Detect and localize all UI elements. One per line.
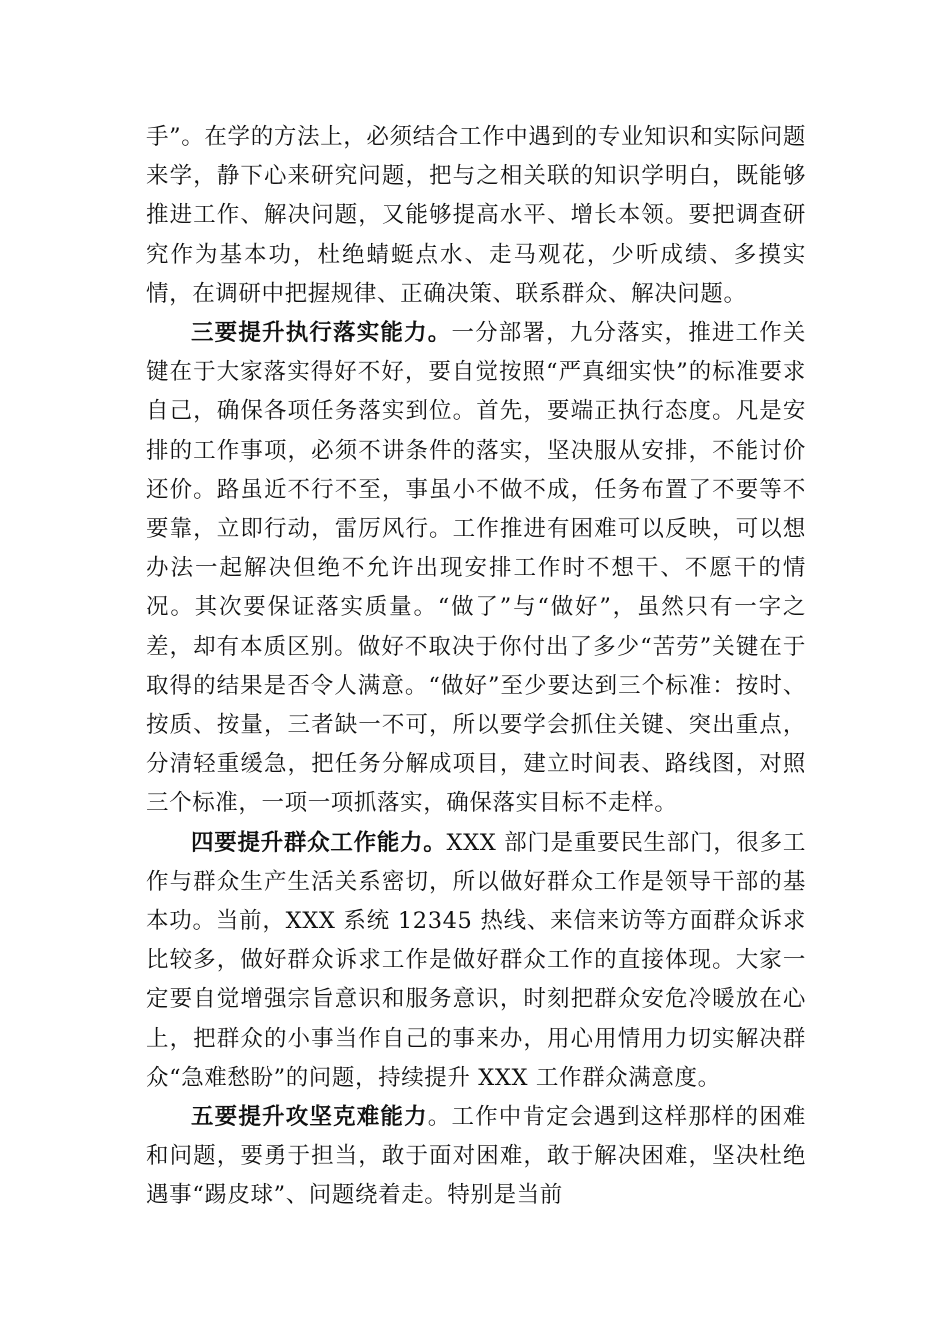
paragraph-1 xyxy=(146,118,806,314)
paragraph-2-heading: 三要提升执行落实能力。 xyxy=(191,320,452,347)
paragraph-2 xyxy=(146,314,806,824)
document-page xyxy=(146,118,806,1216)
paragraph-2-text: 一分部署，九分落实，推进工作关键在于大家落实得好不好，要自觉按照“严真细实快”的标准要求自己，确保各项任务落实到位。首先，要端正执行态度。凡是安排的工作事项，必须不讲条件的落实，坚决服从安排，不能讨价还价。路虽近不行不至，事虽小不做不成，任务布置了不要等不要靠，立即行动，雷厉风行。工作推进有困难可以反映，可以想办法一起解决但绝不允许出现安排工作时不想干、不愿干的情况。其次要保证落实质量。“做了”与“做好”，虽然只有一字之差，却有本质区别。做好不取决于你付出了多少“苦劳”关键在于取得的结果是否令人满意。“做好”至少要达到三个标准：按时、按质、按量，三者缺一不可，所以要学会抓住关键、突出重点，分清轻重缓急，把任务分解成项目，建立时间表、路线图，对照三个标准，一项一项抓落实，确保落实目标不走样。 xyxy=(146,320,806,817)
paragraph-1-text: 手”。在学的方法上，必须结合工作中遇到的专业知识和实际问题来学，静下心来研究问题，把与之相关联的知识学明白，既能够推进工作、解决问题，又能够提高水平、增长本领。要把调查研究作为基本功，杜绝蜻蜓点水、走马观花，少听成绩、多摸实情，在调研中把握规律、正确决策、联系群众、解决问题。 xyxy=(146,124,806,307)
paragraph-4-heading: 五要提升攻坚克难能力 xyxy=(191,1104,428,1131)
paragraph-4 xyxy=(146,1098,806,1216)
paragraph-4-text: 。工作中肯定会遇到这样那样的困难和问题，要勇于担当，敢于面对困难，敢于解决困难，坚决杜绝遇事“踢皮球”、问题绕着走。特别是当前 xyxy=(146,1104,806,1209)
paragraph-3-text: XXX 部门是重要民生部门，很多工作与群众生产生活关系密切，所以做好群众工作是领导干部的基本功。当前，XXX 系统 12345 热线、来信来访等方面群众诉求比较多，做好群众诉求工作是做好群众工作的直接体现。大家一定要自觉增强宗旨意识和服务意识，时刻把群众安危冷暖放在心上，把群众的小事当作自己的事来办，用心用情用力切实解决群众“急难愁盼”的问题，持续提升 XXX 工作群众满意度。 xyxy=(146,829,806,1091)
paragraph-3-heading: 四要提升群众工作能力。 xyxy=(191,829,447,856)
paragraph-3 xyxy=(146,824,806,1098)
